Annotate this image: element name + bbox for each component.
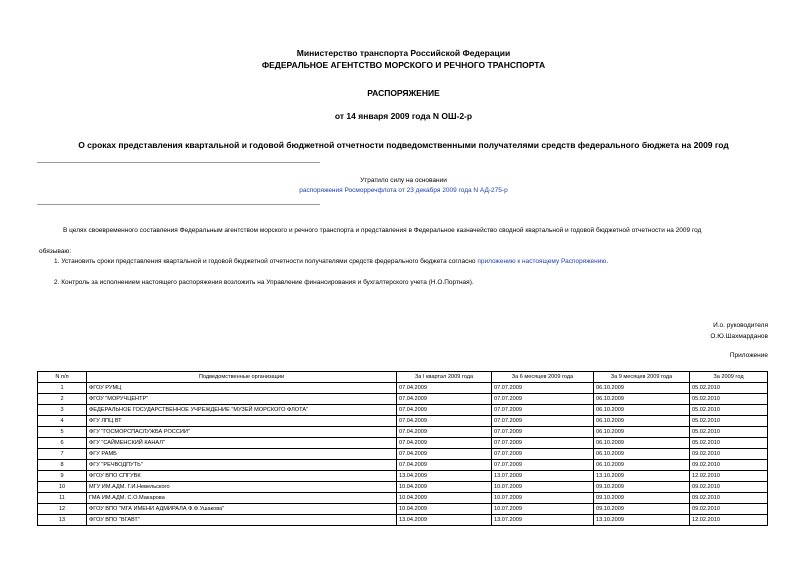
agency-name: ФЕДЕРАЛЬНОЕ АГЕНТСТВО МОРСКОГО И РЕЧНОГО ТРАНСПОРТА: [261, 60, 546, 70]
table-row: [38, 471, 768, 482]
cell-6-months-deadline: 07.07.2009: [492, 427, 594, 438]
cell-q1-deadline: 07.04.2009: [397, 427, 492, 438]
item-2: 2. Контроль за исполнением настоящего распоряжения возложить на Управление финансирования и бухгалтерского учета (Н.О.Портная).: [54, 279, 474, 286]
cell-6-months-deadline: 13.07.2009: [492, 471, 594, 482]
cell-number: 12: [38, 504, 87, 515]
cell-number: 4: [38, 416, 87, 427]
cell-9-months-deadline: 13.10.2009: [594, 515, 690, 526]
cell-6-months-deadline: 13.07.2009: [492, 515, 594, 526]
cell-q1-deadline: 10.04.2009: [397, 482, 492, 493]
cell-6-months-deadline: 07.07.2009: [492, 449, 594, 460]
table-row: [38, 394, 768, 405]
cell-q1-deadline: 10.04.2009: [397, 493, 492, 504]
cell-6-months-deadline: 07.07.2009: [492, 416, 594, 427]
item-1-text: 1. Установить сроки представления квартальной и годовой бюджетной отчетности получателями средств федерального бюджета согласно: [54, 258, 478, 265]
appendix-label: Приложение: [729, 352, 768, 359]
cell-q1-deadline: 07.04.2009: [397, 460, 492, 471]
cell-year-deadline: 05.02.2010: [690, 427, 768, 438]
ministry-name: Министерство транспорта Российской Федерации: [296, 48, 511, 58]
signatory-role: И.о. руководителя: [713, 322, 768, 329]
cell-number: 13: [38, 515, 87, 526]
table-row: [38, 504, 768, 515]
cell-organization: ФГОУ ВПО "ВГАВТ": [87, 515, 397, 526]
repeal-order-link[interactable]: распоряжения Росморречфлота от 23 декабря 2009 года N АД-275-р: [299, 187, 508, 194]
cell-6-months-deadline: 07.07.2009: [492, 405, 594, 416]
table-row: [38, 482, 768, 493]
table-row: [38, 493, 768, 504]
cell-q1-deadline: 13.04.2009: [397, 471, 492, 482]
cell-number: 11: [38, 493, 87, 504]
cell-organization: МГУ ИМ.АДМ. Г.И.Невельского: [87, 482, 397, 493]
cell-year-deadline: 05.02.2010: [690, 416, 768, 427]
cell-year-deadline: 09.02.2010: [690, 504, 768, 515]
header-year: За 2009 год: [690, 372, 768, 383]
cell-6-months-deadline: 10.07.2009: [492, 493, 594, 504]
cell-number: 7: [38, 449, 87, 460]
cell-number: 2: [38, 394, 87, 405]
cell-6-months-deadline: 07.07.2009: [492, 438, 594, 449]
document-subject: О сроках представления квартальной и годовой бюджетной отчетности подведомственными получателями средств федерального бюджета на 2009 год: [78, 140, 729, 150]
cell-organization: ФЕДЕРАЛЬНОЕ ГОСУДАРСТВЕННОЕ УЧРЕЖДЕНИЕ "МУЗЕЙ МОРСКОГО ФЛОТА": [87, 405, 397, 416]
cell-organization: ФГОУ РУМЦ: [87, 383, 397, 394]
cell-organization: ФГОУ ВПО "МГА ИМЕНИ АДМИРАЛА Ф.Ф.Ушакова": [87, 504, 397, 515]
cell-q1-deadline: 07.04.2009: [397, 449, 492, 460]
cell-q1-deadline: 07.04.2009: [397, 394, 492, 405]
cell-q1-deadline: 07.04.2009: [397, 383, 492, 394]
cell-9-months-deadline: 09.10.2009: [594, 493, 690, 504]
cell-q1-deadline: 07.04.2009: [397, 416, 492, 427]
cell-9-months-deadline: 06.10.2009: [594, 449, 690, 460]
cell-year-deadline: 09.02.2010: [690, 482, 768, 493]
header-6-months: За 6 месяцев 2009 года: [492, 372, 594, 383]
cell-9-months-deadline: 06.10.2009: [594, 438, 690, 449]
table-row: [38, 438, 768, 449]
cell-year-deadline: 12.02.2010: [690, 515, 768, 526]
cell-year-deadline: 05.02.2010: [690, 394, 768, 405]
cell-number: 5: [38, 427, 87, 438]
item-1-end: .: [606, 258, 609, 265]
cell-9-months-deadline: 09.10.2009: [594, 482, 690, 493]
cell-number: 10: [38, 482, 87, 493]
cell-year-deadline: 12.02.2010: [690, 471, 768, 482]
cell-number: 9: [38, 471, 87, 482]
table-row: [38, 383, 768, 394]
header-organization: Подведомственные организации: [87, 372, 397, 383]
cell-year-deadline: 09.02.2010: [690, 449, 768, 460]
document-date: от 14 января 2009 года N ОШ-2-р: [334, 111, 473, 121]
cell-organization: ФГУ РАМБ: [87, 449, 397, 460]
cell-6-months-deadline: 10.07.2009: [492, 504, 594, 515]
cell-9-months-deadline: 06.10.2009: [594, 405, 690, 416]
cell-6-months-deadline: 07.07.2009: [492, 394, 594, 405]
appendix-link[interactable]: приложению к настоящему Распоряжению: [477, 258, 607, 265]
cell-9-months-deadline: 09.10.2009: [594, 504, 690, 515]
header-9-months: За 9 месяцев 2009 года: [594, 372, 690, 383]
cell-number: 6: [38, 438, 87, 449]
document-type: РАСПОРЯЖЕНИЕ: [367, 88, 440, 98]
cell-year-deadline: 09.02.2010: [690, 493, 768, 504]
cell-organization: ГМА ИМ.АДМ. С.О.Макарова: [87, 493, 397, 504]
table-row: [38, 405, 768, 416]
cell-6-months-deadline: 10.07.2009: [492, 482, 594, 493]
cell-year-deadline: 05.02.2010: [690, 438, 768, 449]
reporting-deadlines-table: [37, 371, 768, 526]
header-number: N п/п: [38, 372, 87, 383]
cell-9-months-deadline: 06.10.2009: [594, 383, 690, 394]
cell-q1-deadline: 07.04.2009: [397, 438, 492, 449]
cell-number: 3: [38, 405, 87, 416]
cell-organization: ФГУ "РЕЧВОДПУТЬ": [87, 460, 397, 471]
cell-9-months-deadline: 06.10.2009: [594, 416, 690, 427]
cell-year-deadline: 05.02.2010: [690, 405, 768, 416]
table-row: [38, 515, 768, 526]
table-body: [38, 383, 768, 526]
cell-q1-deadline: 13.04.2009: [397, 515, 492, 526]
table-header-row: [38, 372, 768, 383]
cell-organization: ФГОУ "МОРУЧЦЕНТР": [87, 394, 397, 405]
cell-9-months-deadline: 06.10.2009: [594, 460, 690, 471]
lost-force-link-wrap: [0, 187, 807, 194]
signatory-name: О.Ю.Шахмарданов: [710, 333, 768, 340]
cell-6-months-deadline: 07.07.2009: [492, 460, 594, 471]
divider-top: [37, 162, 320, 163]
item-1: [54, 258, 608, 265]
divider-bottom: [37, 204, 320, 205]
cell-number: 8: [38, 460, 87, 471]
cell-organization: ФГОУ ВПО СПГУВК: [87, 471, 397, 482]
table-row: [38, 416, 768, 427]
cell-q1-deadline: 07.04.2009: [397, 405, 492, 416]
preamble-text: В целях своевременного составления Федеральным агентством морского и речного транспорта и представления в Федеральное казначейство сводной квартальной и годовой бюджетной отчетности на 2009 год: [63, 227, 702, 234]
cell-number: 1: [38, 383, 87, 394]
oblige-text: обязываю:: [39, 248, 72, 255]
cell-year-deadline: 05.02.2010: [690, 383, 768, 394]
table-row: [38, 449, 768, 460]
table-row: [38, 427, 768, 438]
cell-organization: ФГУ ЛПЦ ВТ: [87, 416, 397, 427]
cell-6-months-deadline: 07.07.2009: [492, 383, 594, 394]
header-q1: За I квартал 2009 года: [397, 372, 492, 383]
table-row: [38, 460, 768, 471]
lost-force-note: Утратило силу на основании: [360, 177, 447, 184]
cell-q1-deadline: 10.04.2009: [397, 504, 492, 515]
cell-9-months-deadline: 06.10.2009: [594, 427, 690, 438]
cell-9-months-deadline: 06.10.2009: [594, 394, 690, 405]
cell-9-months-deadline: 13.10.2009: [594, 471, 690, 482]
cell-organization: ФГУ "ГОСМОРСПАСЛУЖБА РОССИИ": [87, 427, 397, 438]
cell-year-deadline: 09.02.2010: [690, 460, 768, 471]
cell-organization: ФГУ "САЙМЕНСКИЙ КАНАЛ": [87, 438, 397, 449]
